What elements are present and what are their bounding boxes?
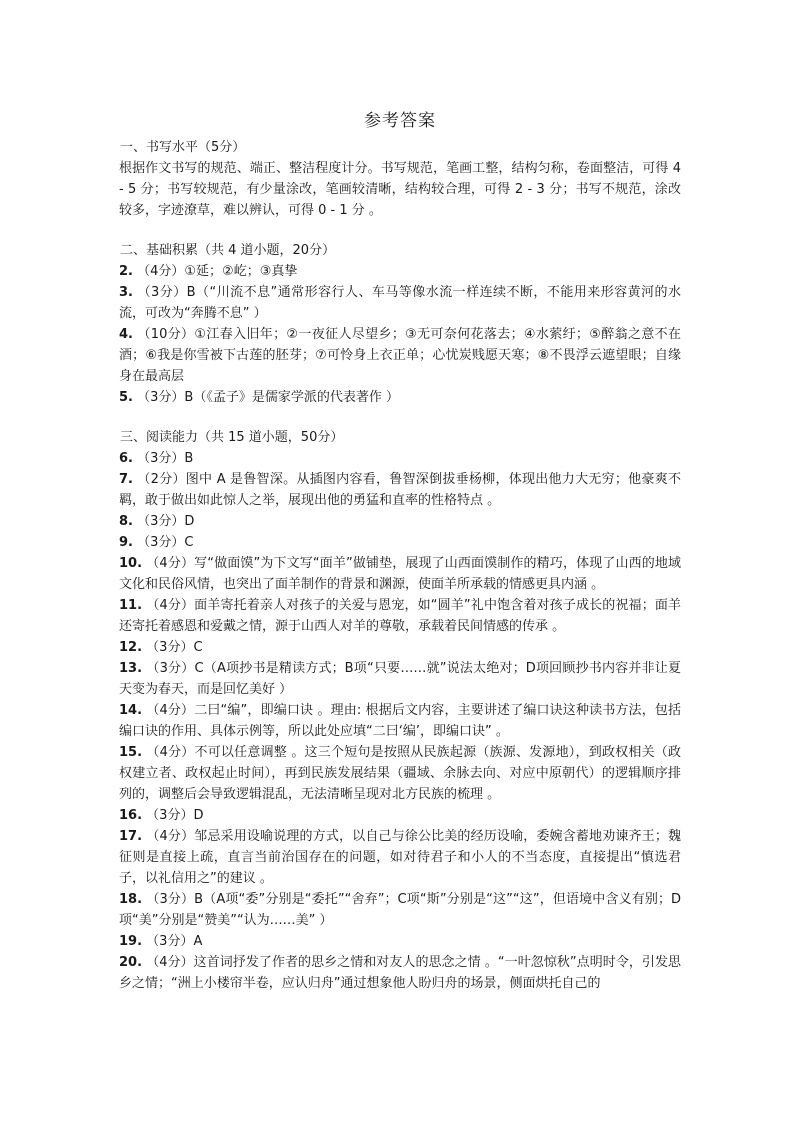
answer-text: （3分）C（A项抄书是精读方式；B项“只要……就”说法太绝对；D项回顾抄书内容并非让夏天变为春天，而是回忆美好 ） <box>119 661 681 697</box>
answer-item <box>119 931 681 952</box>
answer-number: 15. <box>119 745 143 760</box>
answer-number: 8. <box>119 514 133 529</box>
answer-item <box>119 469 681 511</box>
answer-text: （4分）邹忌采用设喻说理的方式，以自己与徐公比美的经历设喻，委婉含蓄地劝谏齐王；魏征则是直接上疏，直言当前治国存在的问题，如对待君子和小人的不当态度，直接提出“慎选君子，以礼信用之”的建议 。 <box>119 829 681 886</box>
answer-item <box>119 595 681 637</box>
answer-text: （3分）B（A项“委”分别是“委托”“舍弃”；C项“斯”分别是“这”“这”，但语境中含义有别；D项“美”分别是“赞美”“认为……美” ） <box>119 892 681 928</box>
section-basics <box>119 240 681 408</box>
answer-item <box>119 700 681 742</box>
answer-item <box>119 826 681 889</box>
answer-text: （3分）C <box>137 535 194 550</box>
answer-item <box>119 553 681 595</box>
answer-number: 5. <box>119 390 133 405</box>
section-heading: 一、书写水平（5分） <box>120 140 246 155</box>
answer-text: （4分）①延；②屹；③真挚 <box>137 264 298 279</box>
answer-item <box>119 261 681 282</box>
answer-text: （2分）图中 A 是鲁智深。从插图内容看，鲁智深倒拔垂杨柳，体现出他力大无穷；他豪爽不羁，敢于做出如此惊人之举，展现出他的勇猛和直率的性格特点 。 <box>119 472 681 508</box>
section-reading <box>119 427 681 994</box>
section-gap <box>119 221 681 240</box>
section-heading: 二、基础积累（共 4 道小题，20分） <box>120 243 336 258</box>
answer-text: （4分）写“做面馍”为下文写“面羊”做铺垫，展现了山西面馍制作的精巧，体现了山西的地域文化和民俗风情，也突出了面羊制作的背景和渊源，使面羊所承载的情感更具内涵 。 <box>119 556 681 592</box>
section-paragraph: 根据作文书写的规范、端正、整洁程度计分。书写规范，笔画工整，结构匀称，卷面整洁，可得 4 - 5 分；书写较规范，有少量涂改，笔画较清晰，结构较合理，可得 2 - 3 分；书写不规范，涂改较多，字迹潦草，难以辨认，可得 0 - 1 分 。 <box>119 161 681 218</box>
section-writing <box>119 137 681 221</box>
answer-text: （4分）这首词抒发了作者的思乡之情和对友人的思念之情 。“一叶忽惊秋”点明时令，引发思乡之情；“洲上小楼帘半卷，应认归舟”通过想象他人盼归舟的场景，侧面烘托自己的 <box>119 955 682 991</box>
answer-number: 19. <box>119 934 143 949</box>
answer-number: 17. <box>119 829 143 844</box>
answer-item <box>119 952 681 994</box>
answer-text: （3分）D <box>137 514 195 529</box>
answer-item <box>119 637 681 658</box>
answer-number: 10. <box>119 556 143 571</box>
answer-content <box>119 137 681 994</box>
answer-item <box>119 805 681 826</box>
answer-number: 16. <box>119 808 143 823</box>
answer-item <box>119 889 681 931</box>
answer-item <box>119 387 681 408</box>
answer-number: 9. <box>119 535 133 550</box>
answer-number: 14. <box>119 703 143 718</box>
section-gap <box>119 408 681 427</box>
answer-text: （3分）B <box>137 451 194 466</box>
answer-item <box>119 448 681 469</box>
answer-number: 18. <box>119 892 143 907</box>
answer-item <box>119 532 681 553</box>
answer-text: （4分）不可以任意调整 。这三个短句是按照从民族起源（族源、发源地），到政权相关（政权建立者、政权起止时间），再到民族发展结果（疆域、余脉去向、对应中原朝代）的逻辑顺序排列的，调整后会导致逻辑混乱，无法清晰呈现对北方民族的梳理 。 <box>119 745 682 802</box>
page-title: 参考答案 <box>364 111 436 131</box>
answer-text: （4分）面羊寄托着亲人对孩子的关爱与恩宠，如“圆羊”礼中饱含着对孩子成长的祝福；面羊还寄托着感恩和爱戴之情，源于山西人对羊的尊敬，承载着民间情感的传承 。 <box>119 598 681 634</box>
answer-number: 4. <box>119 327 133 342</box>
answer-number: 2. <box>119 264 133 279</box>
section-heading: 三、阅读能力（共 15 道小题，50分） <box>120 430 344 445</box>
answer-item <box>119 742 681 805</box>
answer-text: （3分）C <box>146 640 203 655</box>
answer-text: （3分）A <box>146 934 203 949</box>
answer-number: 3. <box>119 285 133 300</box>
answer-number: 11. <box>119 598 143 613</box>
answer-number: 20. <box>119 955 143 970</box>
answer-item <box>119 658 681 700</box>
answer-item <box>119 282 681 324</box>
answer-text: （3分）B（《孟子》是儒家学派的代表著作 ） <box>137 390 399 405</box>
answer-item <box>119 511 681 532</box>
answer-number: 13. <box>119 661 143 676</box>
answer-number: 7. <box>119 472 133 487</box>
answer-number: 12. <box>119 640 143 655</box>
answer-number: 6. <box>119 451 133 466</box>
answer-text: （3分）B（“川流不息”通常形容行人、车马等像水流一样连续不断，不能用来形容黄河的水流，可改为“奔腾不息” ） <box>119 285 681 321</box>
answer-text: （3分）D <box>146 808 204 823</box>
answer-item <box>119 324 681 387</box>
answer-text: （10分）①江春入旧年；②一夜征人尽望乡；③无可奈何花落去；④水萦纡；⑤醉翁之意不在酒；⑥我是你雪被下古莲的胚芽；⑦可怜身上衣正单；心忧炭贱愿天寒；⑧不畏浮云遮望眼；自缘身在最高层 <box>119 327 681 384</box>
answer-text: （4分）二曰“编”，即编口诀 。理由: 根据后文内容，主要讲述了编口诀这种读书方法，包括编口诀的作用、具体示例等，所以此处应填“二曰‘编’，即编口诀” 。 <box>119 703 682 739</box>
